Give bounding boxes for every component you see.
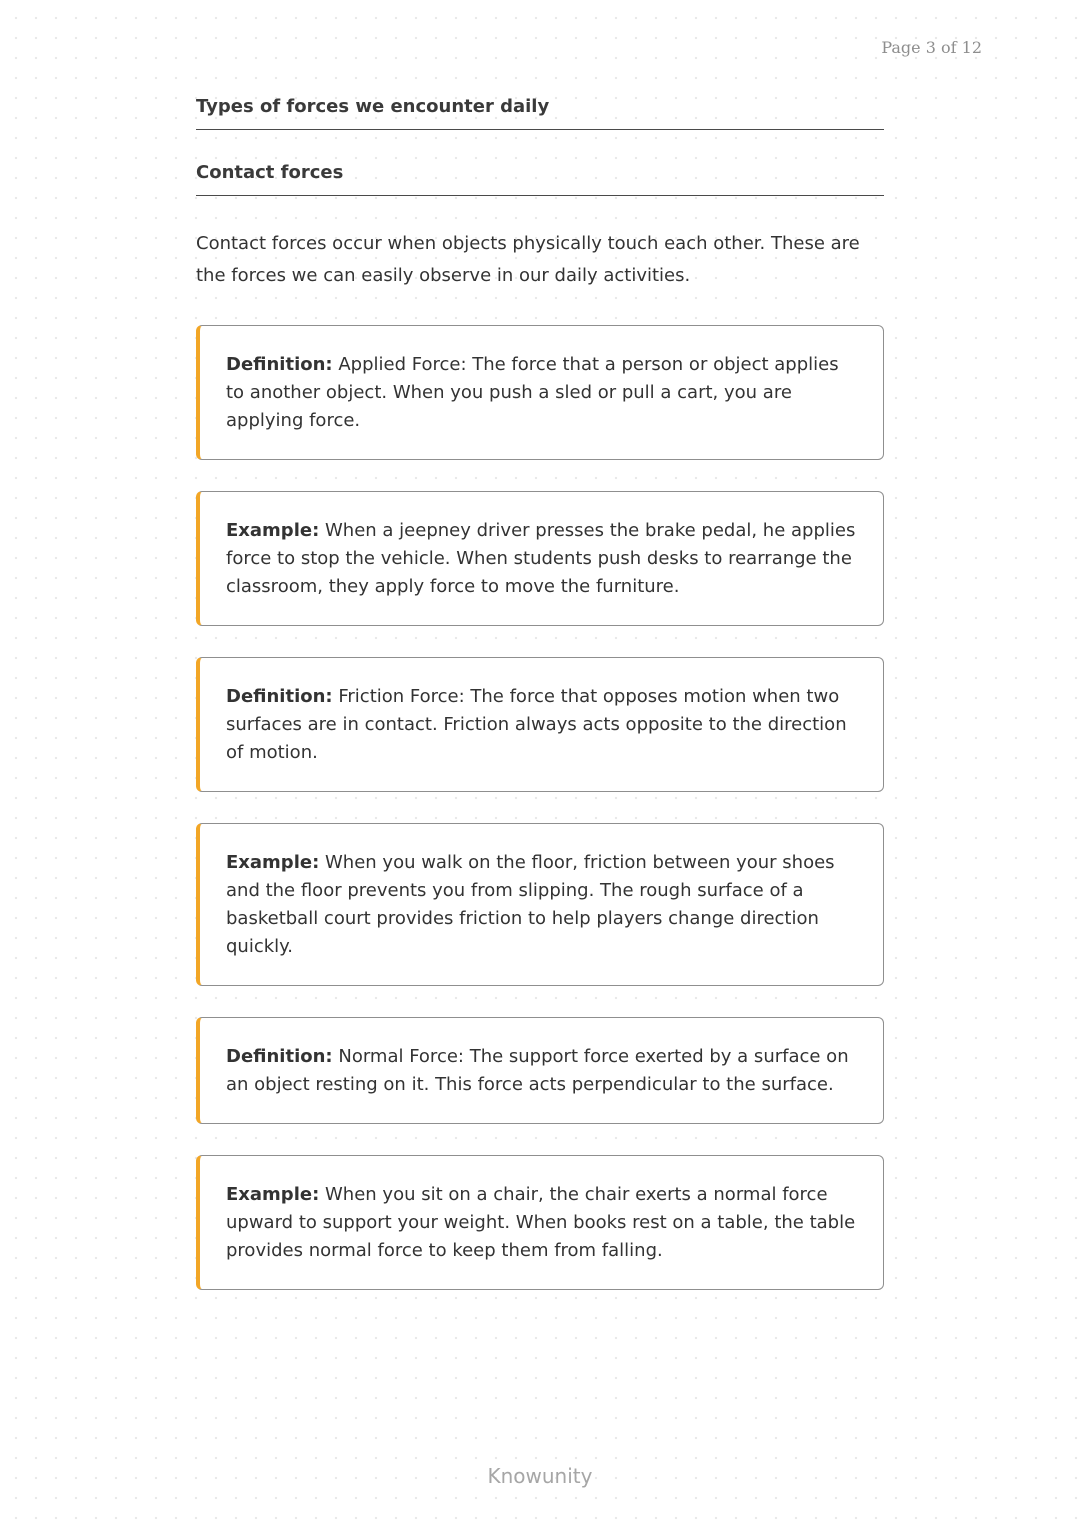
example-card <box>196 1155 884 1290</box>
intro-paragraph: Contact forces occur when objects physically touch each other. These are the forces we can easily observe in our daily activities. <box>196 233 860 286</box>
card-text: Normal Force: The support force exerted by a surface on an object resting on it. This force acts perpendicular to the surface. <box>226 1046 849 1095</box>
card-text: Friction Force: The force that opposes motion when two surfaces are in contact. Friction always acts opposite to the direction of motion. <box>226 686 847 763</box>
subsection-heading: Contact forces <box>196 162 884 196</box>
card-text: Applied Force: The force that a person or object applies to another object. When you push a sled or pull a cart, you are applying force. <box>226 354 839 431</box>
card-label: Example: <box>226 1184 320 1205</box>
footer-brand: Knowunity <box>487 1464 593 1488</box>
definition-card <box>196 657 884 792</box>
example-card <box>196 823 884 986</box>
card-text: When you walk on the floor, friction between your shoes and the floor prevents you from slipping. The rough surface of a basketball court provides friction to help players change direction quickly. <box>226 852 835 957</box>
page-number: Page 3 of 12 <box>881 38 982 57</box>
card-label: Definition: <box>226 1046 333 1067</box>
definition-card <box>196 325 884 460</box>
document-body <box>196 96 884 1321</box>
callout-list <box>196 325 884 1290</box>
card-label: Example: <box>226 852 320 873</box>
card-label: Example: <box>226 520 320 541</box>
section-heading: Types of forces we encounter daily <box>196 96 884 130</box>
card-label: Definition: <box>226 354 333 375</box>
example-card <box>196 491 884 626</box>
card-text: When you sit on a chair, the chair exerts a normal force upward to support your weight. When books rest on a table, the table provides normal force to keep them from falling. <box>226 1184 856 1261</box>
card-label: Definition: <box>226 686 333 707</box>
card-text: When a jeepney driver presses the brake pedal, he applies force to stop the vehicle. When students push desks to rearrange the classroom, they apply force to move the furniture. <box>226 520 856 597</box>
definition-card <box>196 1017 884 1124</box>
